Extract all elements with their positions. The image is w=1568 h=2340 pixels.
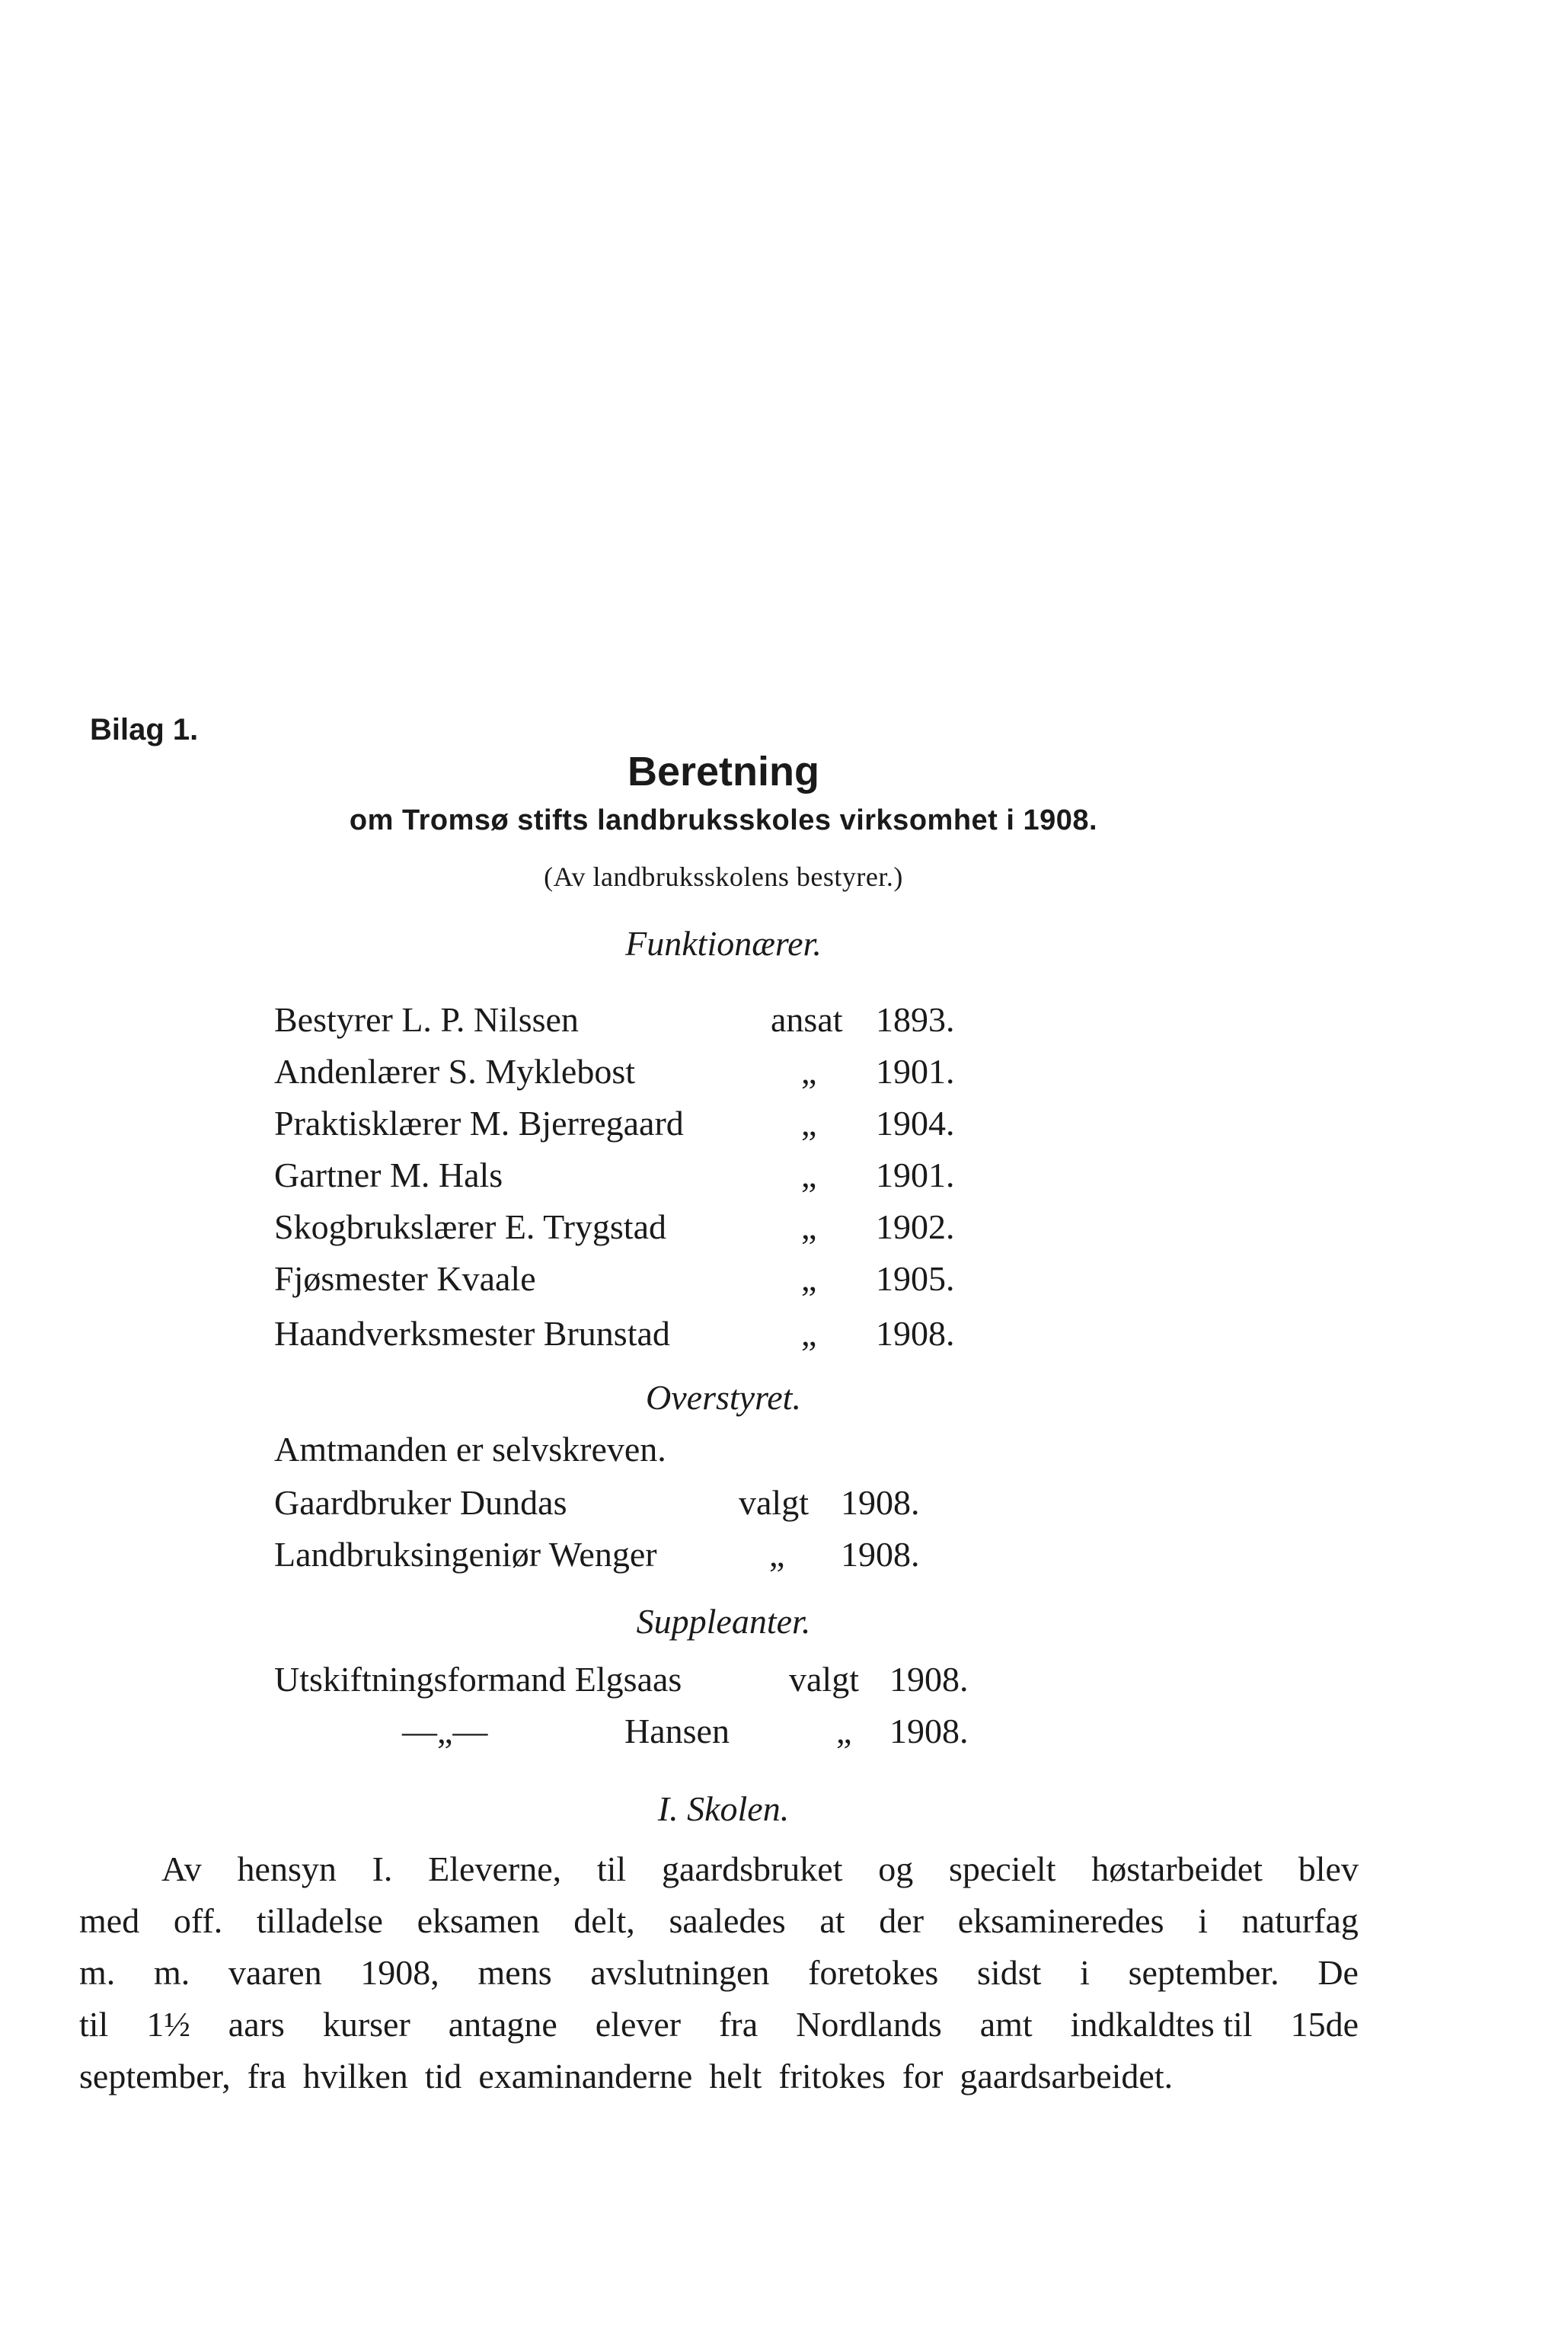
word: hvilken (302, 2057, 408, 2095)
staff-name: Praktisklærer M. Bjerregaard (274, 1104, 684, 1143)
staff-mark: „ (801, 1052, 817, 1091)
substitute-name: Hansen (624, 1712, 730, 1750)
staff-name: Haandverksmester Brunstad (274, 1314, 670, 1353)
word: eksamineredes (957, 1901, 1164, 1940)
substitute-mark: „ (836, 1712, 852, 1750)
staff-mark: „ (801, 1314, 817, 1353)
word: tid (424, 2057, 462, 2095)
appendix-label: Bilag 1. (90, 713, 199, 746)
word: naturfag (1241, 1901, 1359, 1940)
board-member-year: 1908. (841, 1483, 920, 1522)
word: delt, (573, 1901, 635, 1940)
section-heading-funktionaerer: Funktionærer. (625, 924, 822, 963)
paragraph-line (79, 1895, 1359, 1947)
staff-year: 1893. (876, 1000, 955, 1039)
paragraph-line (79, 1947, 1359, 1999)
word: fritokes (778, 2057, 886, 2095)
staff-year: 1908. (876, 1314, 955, 1353)
word: 1½ (146, 2005, 190, 2044)
substitute-mark: valgt (789, 1660, 859, 1699)
word: september, (79, 2057, 231, 2095)
substitute-year: 1908. (889, 1660, 969, 1699)
staff-mark: „ (801, 1207, 817, 1246)
word: sidst (977, 1953, 1042, 1992)
word: i (1080, 1953, 1090, 1992)
word: høstarbeidet (1091, 1849, 1263, 1888)
word: 1908, (360, 1953, 439, 1992)
word: vaaren (228, 1953, 322, 1992)
word: mens (477, 1953, 552, 1992)
body-paragraph (79, 1843, 1359, 2102)
staff-year: 1901. (876, 1052, 955, 1091)
board-note: Amtmanden er selvskreven. (274, 1430, 666, 1469)
word: hensyn (237, 1849, 337, 1888)
word: 15de (1290, 2005, 1359, 2044)
word: fra (247, 2057, 286, 2095)
word: blev (1298, 1849, 1359, 1888)
staff-mark: „ (801, 1104, 817, 1143)
word: aars (228, 2005, 285, 2044)
word: elever (595, 2005, 682, 2044)
paragraph-line (79, 1999, 1359, 2051)
word: examinanderne (478, 2057, 693, 2095)
paragraph-line (79, 1843, 1359, 1895)
word: off. (173, 1901, 223, 1940)
section-heading-skolen: I. Skolen. (657, 1789, 790, 1828)
word: og (878, 1849, 914, 1888)
board-member-name: Landbruksingeniør Wenger (274, 1535, 657, 1574)
word: der (879, 1901, 925, 1940)
word: kurser (322, 2005, 410, 2044)
word: saaledes (669, 1901, 786, 1940)
word: specielt (948, 1849, 1056, 1888)
ditto-mark: —„— (402, 1712, 488, 1750)
word: antagne (448, 2005, 557, 2044)
staff-name: Bestyrer L. P. Nilssen (274, 1000, 579, 1039)
staff-year: 1901. (876, 1156, 955, 1194)
byline: (Av landbruksskolens bestyrer.) (544, 862, 903, 892)
word: Eleverne, (428, 1849, 562, 1888)
word: De (1317, 1953, 1359, 1992)
word: september. (1128, 1953, 1279, 1992)
substitute-name: Utskiftningsformand Elgsaas (274, 1660, 682, 1699)
page-title: Beretning (627, 749, 820, 794)
word: eksamen (417, 1901, 540, 1940)
staff-name: Andenlærer S. Myklebost (274, 1052, 636, 1091)
word: at (819, 1901, 845, 1940)
word: amt (979, 2005, 1033, 2044)
staff-mark: „ (801, 1156, 817, 1194)
staff-mark: „ (801, 1259, 817, 1298)
staff-name: Skogbrukslærer E. Trygstad (274, 1207, 666, 1246)
word: fra (719, 2005, 758, 2044)
board-member-mark: valgt (739, 1483, 809, 1522)
word: m. (154, 1953, 190, 1992)
section-heading-overstyret: Overstyret. (646, 1378, 801, 1417)
word: tilladelse (256, 1901, 383, 1940)
staff-year: 1904. (876, 1104, 955, 1143)
word: Nordlands (796, 2005, 942, 2044)
word: med (79, 1901, 140, 1940)
board-member-name: Gaardbruker Dundas (274, 1483, 567, 1522)
word: gaardsarbeidet. (960, 2057, 1174, 2095)
staff-mark: ansat (771, 1000, 843, 1039)
word: til (596, 1849, 627, 1888)
staff-year: 1902. (876, 1207, 955, 1246)
word: Av (161, 1849, 202, 1888)
word: gaardsbruket (661, 1849, 843, 1888)
page-subtitle: om Tromsø stifts landbruksskoles virksomhet i 1908. (349, 804, 1098, 836)
word: avslutningen (590, 1953, 770, 1992)
board-member-year: 1908. (841, 1535, 920, 1574)
staff-name: Fjøsmester Kvaale (274, 1259, 536, 1298)
paragraph-line (79, 2051, 1359, 2102)
word: I. (372, 1849, 393, 1888)
word: foretokes (808, 1953, 939, 1992)
board-member-mark: „ (769, 1535, 785, 1574)
word: indkaldtes til (1070, 2005, 1253, 2044)
staff-year: 1905. (876, 1259, 955, 1298)
word: helt (709, 2057, 762, 2095)
word: m. (79, 1953, 116, 1992)
section-heading-suppleanter: Suppleanter. (636, 1602, 811, 1641)
word: for (902, 2057, 944, 2095)
word: i (1198, 1901, 1208, 1940)
substitute-year: 1908. (889, 1712, 969, 1750)
staff-name: Gartner M. Hals (274, 1156, 503, 1194)
word: til (79, 2005, 109, 2044)
